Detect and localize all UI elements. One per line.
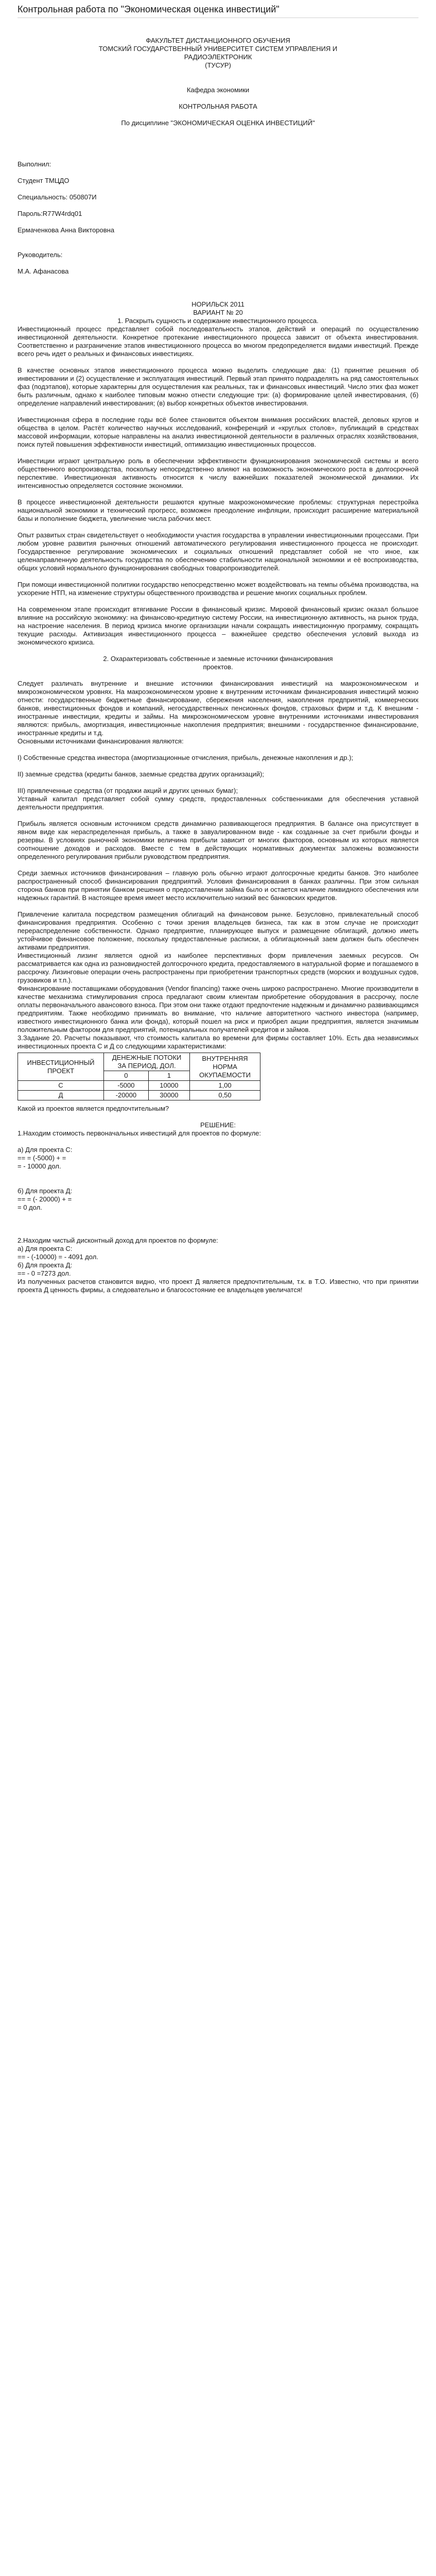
paragraph: Опыт развитых стран свидетельствует о необходимости участия государства в управлении инвестиционными процессами. При любом уровне развития рыночных отношений автоматического регулирования инвестиционного процесса не происходит. Государственное регулирование экономических и социальных отношений представляет собой не что иное, как целенаправленную деятельность государства по обеспечению стабильности национальной экономики и её воспроизводства, общих условий нормального функционирования свободных товаропроизводителей. xyxy=(18,531,418,572)
paragraph: Инвестиционный лизинг является одной из наиболее перспективных форм привлечения заемных ресурсов. Он рассматривается как одна из разновидностей долгосрочного кредита, предоставляемого в натуральной форме и погашаемого в рассрочку. Лизинговые операции очень распространены при приобретении транспортных средств (морских и воздушных судов, грузовиков и т.п.). xyxy=(18,952,418,984)
solution-line: а) Для проекта С: xyxy=(18,1245,73,1252)
university-name-line-2: РАДИОЭЛЕКТРОНИК xyxy=(184,53,252,61)
section-1-title: 1. Раскрыть сущность и содержание инвестиционного процесса. xyxy=(117,317,319,325)
table-cell: 1,00 xyxy=(190,1081,260,1091)
performer-line: Специальность: 050807И xyxy=(18,193,97,201)
list-item: III) привлеченные средства (от продажи акций и других ценных бумаг); xyxy=(18,787,238,794)
supervisor-block xyxy=(18,251,418,276)
paragraph: При помощи инвестиционной политики государство непосредственно может воздействовать на темпы объёма производства, на ускорение НТП, на изменение структуры общественного производства и решение многих социальных проблем. xyxy=(18,581,418,597)
city-year: НОРИЛЬСК 2011 xyxy=(191,300,245,308)
list-item: II) заемные средства (кредиты банков, заемные средства других организаций); xyxy=(18,770,264,778)
section-2-title-continued: проектов. xyxy=(203,663,233,671)
table-cell: -20000 xyxy=(104,1091,149,1100)
solution-line: = - 10000 дол. xyxy=(18,1162,61,1170)
section-2-title: 2. Охарактеризовать собственные и заемные источники финансирования xyxy=(103,655,333,663)
performer-line: Ермаченкова Анна Викторовна xyxy=(18,226,115,234)
table-cell: 30000 xyxy=(148,1091,189,1100)
discipline-name: По дисциплине "ЭКОНОМИЧЕСКАЯ ОЦЕНКА ИНВЕСТИЦИЙ" xyxy=(121,119,315,127)
period-label: 0 xyxy=(104,1071,149,1081)
paragraph: Инвестиционная сфера в последние годы всё более становится объектом внимания российских властей, деловых кругов и общества в целом. Растёт количество научных исследований, конференций и «круглых столов», публикаций в средствах массовой информации, которые направлены на анализ инвестиционной деятельности в различных отраслях хозяйствования, поиск путей повышения эффективности инвестиций, оптимизацию инвестиционных процессов. xyxy=(18,416,418,448)
city-year-block xyxy=(18,300,418,317)
variant-number: ВАРИАНТ № 20 xyxy=(193,309,243,316)
supervisor-line: М.А. Афанасова xyxy=(18,267,69,275)
investment-projects-table xyxy=(18,1053,260,1100)
solution-line: == - (-10000) = - 4091 дол. xyxy=(18,1253,98,1261)
paragraph: Инвестиционный процесс представляет собой последовательность этапов, действий и операций по осуществлению инвестиционной деятельности. Конкретное протекание инвестиционного процесса зависит от объекта инвестирования. Соответственно и разграничение этапов инвестиционного процесса во многом предопределяется видами инвестиций. Прежде всего речь идет о реальных и финансовых инвестициях. xyxy=(18,325,418,358)
table-cell: Д xyxy=(18,1091,104,1100)
solution-line: 2.Находим чистый дисконтный доход для проектов по формуле: xyxy=(18,1236,218,1244)
faculty-name: ФАКУЛЬТЕТ ДИСТАНЦИОННОГО ОБУЧЕНИЯ xyxy=(146,37,290,44)
paragraph: Финансирование поставщиками оборудования (Vendor financing) также очень широко распространено. Многие производители в качестве механизма стимулирования спроса предлагают своим клиентам приобретение оборудования в рассрочку, после оплаты первоначального авансового взноса. При этом они также отдают предпочтение надежным и динамично развивающимся предприятиям. Также необходимо принимать во внимание, что наличие авторитетного частного инвестора (например, известного инвестиционного банка или фонда), который пошел на риск и приобрел акции предприятия, является значимым положительным фактором для предприятий, потенциальных получателей кредитов и займов. xyxy=(18,985,418,1033)
table-cell: С xyxy=(18,1081,104,1091)
table-cell: 0,50 xyxy=(190,1091,260,1100)
solution-line: = 0 дол. xyxy=(18,1204,42,1211)
paragraph: В процессе инвестиционной деятельности решаются крупные макроэкономические проблемы: структурная перестройка национальной экономики и технический прогресс, возможен преодоление инфляции, происходит расширение материальной базы и пополнение бюджета, увеличение числа рабочих мест. xyxy=(18,498,418,522)
performer-line: Студент ТМЦДО xyxy=(18,177,69,184)
list-item: I) Собственные средства инвестора (амортизационные отчисления, прибыль, денежные накопления и др.); xyxy=(18,754,354,761)
table-header-cell: ВНУТРЕННЯЯ НОРМА ОКУПАЕМОСТИ xyxy=(190,1053,260,1081)
paragraph: Основными источниками финансирования являются: xyxy=(18,737,184,745)
paragraph: Инвестиции играют центральную роль в обеспечении эффективности функционирования экономической системы и всего общественного воспроизводства, поскольку непосредственно влияют на возможность экономического роста в долгосрочной перспективе. Инвестиционная активность относится к числу важнейших показателей экономической динамики. Их интенсивностью определяется состояние экономики. xyxy=(18,457,418,489)
solution-line: б) Для проекта Д: xyxy=(18,1261,73,1269)
solution-line: б) Для проекта Д: xyxy=(18,1187,73,1195)
table-row xyxy=(18,1091,260,1100)
section-2-body xyxy=(18,680,418,1034)
paragraph: Уставный капитал представляет собой сумму средств, предоставленных собственниками для обеспечения уставной деятельности предприятия. xyxy=(18,795,418,811)
performer-line: Пароль:R77W4rdq01 xyxy=(18,210,82,217)
period-label: 1 xyxy=(148,1071,189,1081)
paragraph: Среди заемных источников финансирования – главную роль обычно играют долгосрочные кредиты банков. Это наиболее распространенный способ финансирования предприятий. Условия финансирования в банках различны. При этом сильная сторона банков при принятии банком решения о предоставлении займа было и остается наличие ликвидного обеспечения или надежных гарантий. В настоящее время имеет место исключительно низкий вес банковских кредитов. xyxy=(18,869,418,902)
document-page xyxy=(0,3,436,1315)
paragraph: Следует различать внутренние и внешние источники финансирования инвестиций на макроэкономическом и микроэкономическом уровнях. На макроэкономическом уровне к внутренним источникам финансирования инвестиций можно отнести: государственные бюджетные финансирование, сбережения населения, накопления предприятий, коммерческих банков, инвестиционных фондов и компаний, негосударственных пенсионных фондов, страховых фирм и т.д. К внешним - иностранные инвестиции, кредиты и займы. На микроэкономическом уровне внутренними источниками инвестирования являются: прибыль, амортизация, инвестиционные накопления предприятия; внешними - государственное финансирование, иностранные кредиты и т.д. xyxy=(18,680,418,737)
table-cell: -5000 xyxy=(104,1081,149,1091)
task-3-statement: 3.Задание 20. Расчеты показывают, что стоимость капитала во времени для фирмы составляет 10%. Есть два независимых инвестиционных проекта С и Д со следующими характеристиками: xyxy=(18,1034,418,1050)
question: Какой из проектов является предпочтительным? xyxy=(18,1105,169,1112)
paragraph: Прибыль является основным источником средств динамично развивающегося предприятия. В балансе она присутствует в явном виде как нераспределенная прибыль, а также в завуалированном виде - как созданные за счет прибыли фонды и резервы. В условиях рыночной экономики величина прибыли зависит от многих факторов, основным из которых является соотношение доходов и расходов. Вместе с тем в действующих нормативных документах заложены возможности определенного регулирования прибыли руководством предприятия. xyxy=(18,820,418,860)
table-header-row xyxy=(18,1053,260,1071)
work-type: КОНТРОЛЬНАЯ РАБОТА xyxy=(179,103,257,110)
solution-title: РЕШЕНИЕ: xyxy=(200,1121,236,1129)
title-page-header xyxy=(18,37,418,127)
solution-line: == = (- 20000) + = xyxy=(18,1195,72,1203)
solution-line: 1.Находим стоимость первоначальных инвестиций для проектов по формуле: xyxy=(18,1129,261,1137)
table-row xyxy=(18,1081,260,1091)
page-title: Контрольная работа по "Экономическая оценка инвестиций" xyxy=(18,3,418,18)
solution-line: == = (-5000) + = xyxy=(18,1154,66,1162)
university-abbreviation: (ТУСУР) xyxy=(205,61,231,69)
solution-body xyxy=(18,1129,418,1294)
table-cell: 10000 xyxy=(148,1081,189,1091)
solution-line: == - 0 =7273 дол. xyxy=(18,1269,71,1277)
paragraph: Привлечение капитала посредством размещения облигаций на финансовом рынке. Безусловно, привлекательный способ финансирования предприятия. Особенно с точки зрения владельцев бизнеса, так как в этом случае не происходит перераспределение собственности. Однако предприятие, планирующее выпуск и размещение облигаций, должно иметь устойчивое финансовое положение, поскольку предоставленные расписки, а облигационный заем должен быть обеспечен активами предприятия. xyxy=(18,910,418,951)
table-header-cell: ДЕНЕЖНЫЕ ПОТОКИ ЗА ПЕРИОД, ДОЛ. xyxy=(104,1053,190,1071)
paragraph: На современном этапе происходит втягивание России в финансовый кризис. Мировой финансовый кризис оказал большое влияние на российскую экономику: на финансово-кредитную систему России, на инвестиционную активность, на рынок труда, на настроение населения. В период кризиса многие организации начали сокращать инвестиционную программу, сокращать текущие расходы. Активизация инвестиционного процесса – важнейшее средство обеспечения условий выхода из экономического кризиса. xyxy=(18,605,418,646)
supervisor-line: Руководитель: xyxy=(18,251,63,259)
department-name: Кафедра экономики xyxy=(186,86,250,94)
section-1-body xyxy=(18,325,418,647)
performer-block xyxy=(18,160,418,234)
university-name-line-1: ТОМСКИЙ ГОСУДАРСТВЕННЫЙ УНИВЕРСИТЕТ СИСТЕМ УПРАВЛЕНИЯ И xyxy=(98,45,338,53)
table-header-cell: ИНВЕСТИЦИОННЫЙ ПРОЕКТ xyxy=(18,1053,104,1081)
performer-line: Выполнил: xyxy=(18,160,51,168)
solution-line: а) Для проекта С: xyxy=(18,1146,73,1154)
solution-line: Из полученных расчетов становится видно, что проект Д является предпочтительным, т.к. в Т.О. Известно, что при принятии проекта Д ценность фирмы, а следовательно и благосостояние ее владельцев увеличатся! xyxy=(18,1278,418,1294)
paragraph: В качестве основных этапов инвестиционного процесса можно выделить следующие два: (1) принятие решения об инвестировании и (2) осуществление и эксплуатация инвестиций. Первый этап принято подразделять на ряд самостоятельных фаз (подэтапов), которые характерны для осуществления как реальных, так и финансовых инвестиций. Число этих фаз может быть различным, однако к наиболее типовым можно отнести следующие три: (а) формирование целей инвестирования, (б) определение направлений инвестирования; (в) выбор конкретных объектов инвестирования. xyxy=(18,366,418,407)
